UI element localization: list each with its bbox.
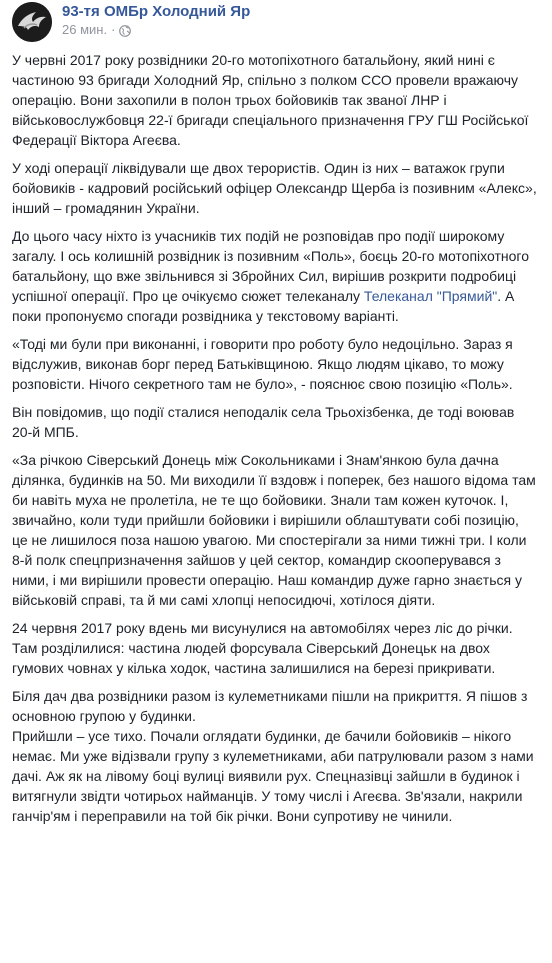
post-header [12,0,537,50]
post-paragraph-5: Він повідомив, що події сталися неподалік села Трьохізбенка, де тоді воював 20-й МПБ. [12,404,515,440]
post-paragraph-4: «Тоді ми були при виконанні, і говорити про роботу було недоцільно. Зараз я відслужив, виконав борг перед Батьківщиною. Якщо людям цікаво, то можу розповісти. Нічого секретного там не було», - пояснює свою позицію «Поль». [12,336,513,392]
post-paragraph-8: Біля дач два розвідники разом із кулеметниками пішли на прикриття. Я пішов з основною групою у будинки. [12,688,528,724]
post-paragraph-7: 24 червня 2017 року вдень ми висунулися на автомобілях через ліс до річки. Там розділилися: частина людей форсувала Сіверський Донецьк на двох гумових човнах у кілька ходок, частина залишилися на березі прикривати. [12,620,513,676]
paragraph-text: До цього часу ніхто із учасників тих подій не розповідав про події широкому загалу. І ось колишній розвідник із позивним «Поль», боєць 20-го мотопіхотного батальйону, що вже звільнився зі Збройних Сил, вирішив розкрити подробиці успішної операції. Про це очікуємо сюжет телеканалу [12,228,529,304]
page-name-link[interactable]: 93-тя ОМБр Холодний Яр [62,3,251,20]
tv-channel-link[interactable]: Телеканал "Прямий" [363,288,498,304]
meta-separator: · [111,22,116,37]
post-body [12,50,537,826]
post-paragraph-1: У червні 2017 року розвідники 20-го мотопіхотного батальйону, який нині є частиною 93 бригади Холодний Яр, спільно з полком ССО провели вражаючу операцію. Вони захопили в полон трьох бойовиків так званої ЛНР і військовослужбовця 22-ї бригади спеціального призначення ГРУ ГШ Російської Федерації Віктора Агеєва. [12,52,529,148]
post-paragraph-2: У ході операції ліквідували ще двох терористів. Один із них – ватажок групи бойовиків - кадровий російський офіцер Олександр Щерба із позивним «Алекс», інший – громадянин України. [12,160,537,216]
paragraph-text: . А поки пропонуємо спогади розвідника у текстовому варіанті. [12,288,515,324]
post-timestamp[interactable]: 26 мин. [62,22,108,37]
globe-icon[interactable] [119,24,131,36]
brigade-emblem-icon[interactable] [12,2,52,42]
post-paragraph-9: Прийшли – усе тихо. Почали оглядати будинки, де бачили бойовиків – нікого немає. Ми уже відізвали групу з кулеметниками, аби патрулювали разом з нами дачі. Аж як на лівому боці вулиці виявили рух. Спецназівці зайшли в будинок і витягнули звідти чотирьох найманців. У тому числі і Агеєва. Зв'язали, накрили ганчір'ям і переправили на той бік річки. Вони супротиву не чинили. [12,728,534,824]
post-paragraph-6: «За річкою Сіверський Донець між Сокольниками і Знам'янкою була дачна ділянка, будинків на 50. Ми виходили її вздовж і поперек, без нашого відома там би навіть муха не пролетіла, не те що бойовики. Знали там кожен куточок. І, звичайно, коли туди прийшли бойовики і вирішили облаштувати собі позицію, це не лишилося поза нашою увагою. Ми спостерігали за ними тижні три. І коли 8-й полк спецпризначення зайшов у цей сектор, командир скооперувався з ними, і ми вирішили провести операцію. Наш командир дуже гарно знається у військовій справі, та й ми самі хлопці непосидючі, хотілося діяти. [12,452,536,608]
post-paragraph-3 [12,226,537,326]
